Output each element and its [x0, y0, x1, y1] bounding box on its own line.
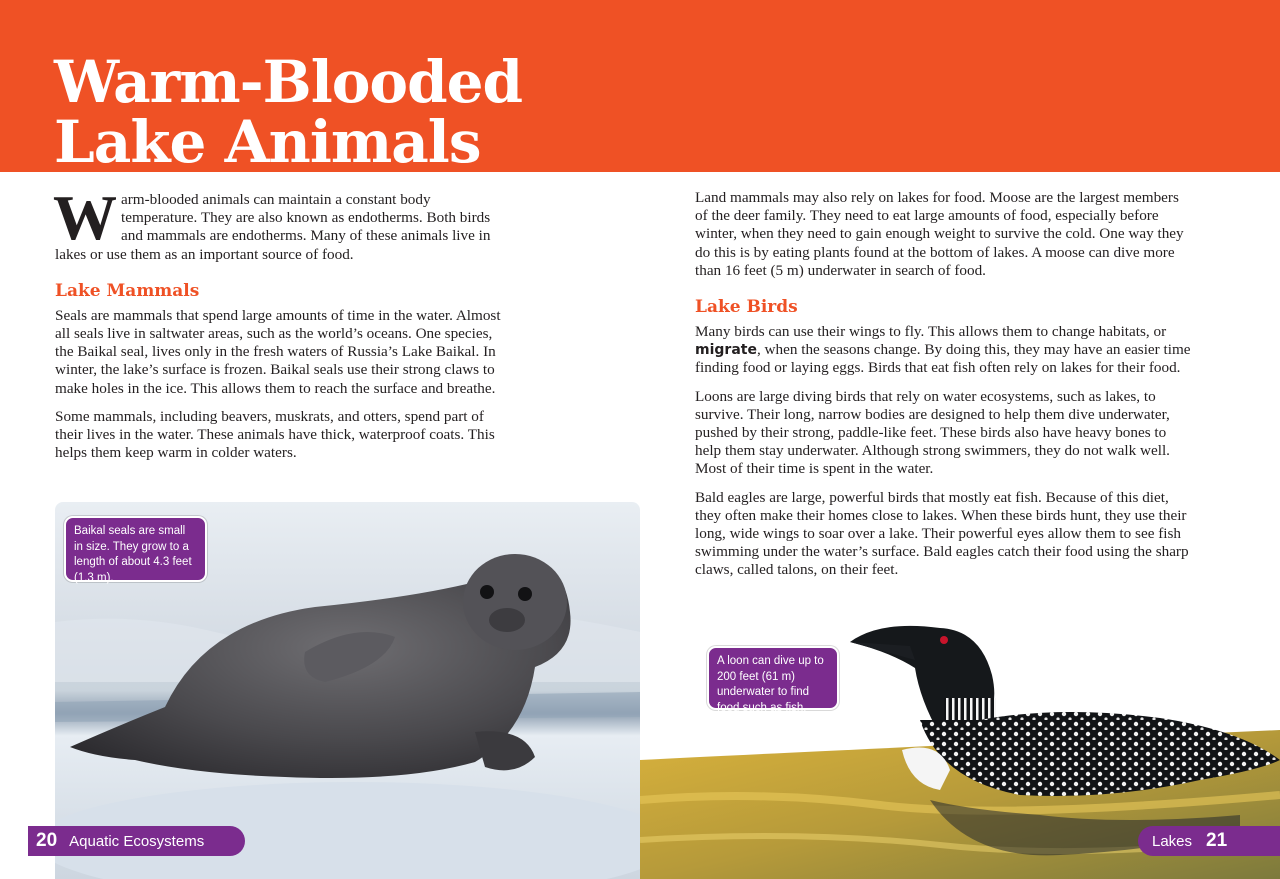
left-footer-title: Aquatic Ecosystems: [69, 832, 205, 850]
page-title: [54, 48, 523, 176]
heading-lake-mammals: Lake Mammals: [55, 280, 200, 301]
left-page-number: 20: [36, 830, 58, 851]
paragraph-eagles: Bald eagles are large, powerful birds that mostly eat fish. Because of this diet, they often make their homes close to lakes. When these birds hunt, they use their long, wide wings to soar over a lake. Their powerful eyes allow them to see fish swimming under the water’s surface. Bald eagles catch their food using the sharp claws, called talons, on their feet.: [695, 488, 1189, 579]
paragraph-mammals: Some mammals, including beavers, muskrats, and otters, spend part of their lives in the water. These animals have thick, waterproof coats. This helps them keep warm in colder waters.: [55, 407, 495, 462]
paragraph-moose: Land mammals may also rely on lakes for food. Moose are the largest members of the deer family. They need to eat large amounts of food, especially before winter, when they need to gain enough weight to survive the cold. One way they do this is by eating plants found at the bottom of lakes. A moose can dive more than 16 feet (5 m) underwater in search of food.: [695, 189, 1184, 279]
paragraph-birds: [695, 323, 1195, 378]
page-title-line-2: Lake Animals: [54, 108, 481, 176]
seal-callout: Baikal seals are small in size. They grow to a length of about 4.3 feet (1.3 m).: [64, 516, 207, 582]
glossary-term-migrate[interactable]: migrate: [695, 342, 757, 359]
right-column: [695, 189, 1195, 580]
intro-paragraph: [53, 182, 505, 264]
loon-callout: A loon can dive up to 200 feet (61 m) underwater to find food such as fish.: [707, 646, 839, 710]
heading-lake-birds: Lake Birds: [695, 297, 798, 318]
right-page-number: 21: [1206, 830, 1228, 851]
paragraph-loons: Loons are large diving birds that rely on water ecosystems, such as lakes, to survive. Their long, narrow bodies are designed to help them dive underwater, pushed by their strong, paddle-like feet. These birds also have heavy bones to help them stay underwater. Although strong swimmers, they do not walk well. Most of their time is spent in the water.: [695, 387, 1170, 478]
left-column: [53, 182, 505, 462]
birds-text-a: Many birds can use their wings to fly. This allows them to change habitats, or: [695, 323, 1167, 341]
right-footer-title: Lakes: [1152, 832, 1193, 850]
drop-cap: W: [53, 182, 117, 253]
birds-text-b: , when the seasons change. By doing this, they may have an easier time finding food or laying eggs. Birds that eat fish often rely on lakes for their food.: [695, 341, 1191, 377]
paragraph-seals: Seals are mammals that spend large amounts of time in the water. Almost all seals live in saltwater areas, such as the world’s oceans. One species, the Baikal seal, lives only in the fresh waters of Russia’s Lake Baikal. In winter, the lake’s surface is frozen. Baikal seals use their strong claws to make holes in the ice. This allows them to reach the surface and breathe.: [55, 306, 501, 397]
footer-left: [28, 826, 245, 856]
intro-text: arm-blooded animals can maintain a constant body temperature. They are also known as endotherms. Both birds and mammals are endotherms. Many of these animals live in lakes or use them as an important source of food.: [55, 191, 491, 263]
footer-right: [1138, 826, 1280, 856]
page-title-line-1: Warm-Blooded: [54, 48, 523, 116]
